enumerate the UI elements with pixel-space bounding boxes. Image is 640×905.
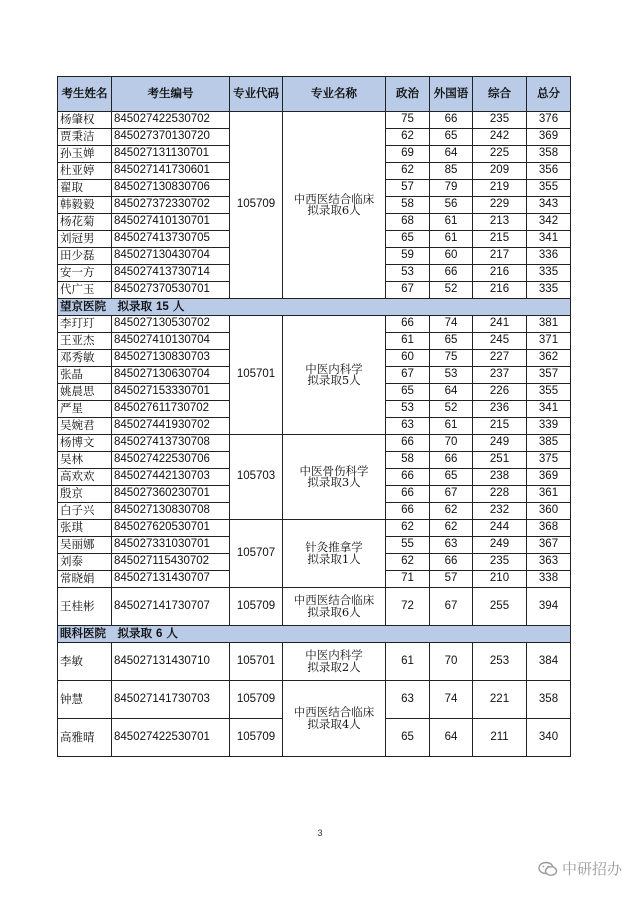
major-name-cell bbox=[283, 681, 386, 757]
score-comprehensive: 227 bbox=[473, 350, 527, 367]
candidate-id: 845027115430702 bbox=[112, 554, 230, 571]
table-row bbox=[58, 643, 571, 681]
score-total: 355 bbox=[527, 180, 571, 197]
col-header-id: 考生编号 bbox=[112, 77, 230, 112]
major-name: 中西医结合临床 bbox=[293, 593, 375, 607]
score-foreign-language: 74 bbox=[430, 316, 473, 333]
page-number: 3 bbox=[317, 828, 323, 838]
score-total: 357 bbox=[527, 367, 571, 384]
candidate-name: 刘泰 bbox=[58, 554, 112, 571]
score-politics: 75 bbox=[386, 112, 430, 129]
major-name: 中医骨伤科学 bbox=[299, 463, 369, 478]
score-total: 381 bbox=[527, 316, 571, 333]
score-total: 375 bbox=[527, 452, 571, 469]
candidate-name: 王亚杰 bbox=[58, 333, 112, 350]
score-total: 356 bbox=[527, 163, 571, 180]
candidate-name: 杨花菊 bbox=[58, 214, 112, 231]
score-politics: 67 bbox=[386, 367, 430, 384]
candidate-id: 845027141730601 bbox=[112, 163, 230, 180]
score-politics: 66 bbox=[386, 435, 430, 452]
watermark bbox=[538, 858, 622, 879]
section-header-row bbox=[58, 626, 571, 643]
wechat-logo-icon bbox=[538, 861, 558, 877]
score-politics: 53 bbox=[386, 265, 430, 282]
score-comprehensive: 249 bbox=[473, 537, 527, 554]
score-politics: 63 bbox=[386, 681, 430, 719]
score-comprehensive: 235 bbox=[473, 112, 527, 129]
score-foreign-language: 64 bbox=[430, 384, 473, 401]
major-name-cell bbox=[283, 112, 386, 299]
major-quota: 拟录取6人 bbox=[307, 203, 361, 217]
score-politics: 66 bbox=[386, 503, 430, 520]
score-total: 367 bbox=[527, 537, 571, 554]
section-quota-unit: 人 bbox=[168, 298, 185, 313]
candidate-name: 张晶 bbox=[58, 367, 112, 384]
candidate-name: 王桂彬 bbox=[58, 588, 112, 626]
candidate-id: 845027410130701 bbox=[112, 214, 230, 231]
major-name: 中医内科学 bbox=[305, 361, 363, 376]
major-quota: 拟录取3人 bbox=[307, 475, 361, 489]
major-code: 105707 bbox=[230, 520, 283, 588]
score-foreign-language: 85 bbox=[430, 163, 473, 180]
score-comprehensive: 225 bbox=[473, 146, 527, 163]
score-foreign-language: 52 bbox=[430, 282, 473, 299]
major-name-cell bbox=[283, 588, 386, 626]
score-comprehensive: 211 bbox=[473, 719, 527, 757]
score-foreign-language: 70 bbox=[430, 643, 473, 681]
score-comprehensive: 226 bbox=[473, 384, 527, 401]
candidate-id: 845027442130703 bbox=[112, 469, 230, 486]
table-row bbox=[58, 520, 571, 537]
score-comprehensive: 215 bbox=[473, 418, 527, 435]
score-politics: 61 bbox=[386, 333, 430, 350]
score-foreign-language: 53 bbox=[430, 367, 473, 384]
table-body bbox=[58, 112, 571, 757]
score-total: 394 bbox=[527, 588, 571, 626]
major-quota: 拟录取6人 bbox=[307, 604, 361, 619]
major-code: 105703 bbox=[230, 435, 283, 520]
major-code: 105709 bbox=[230, 681, 283, 719]
candidate-name: 杨肇权 bbox=[58, 112, 112, 129]
score-total: 362 bbox=[527, 350, 571, 367]
score-foreign-language: 67 bbox=[430, 588, 473, 626]
score-foreign-language: 66 bbox=[430, 265, 473, 282]
score-total: 339 bbox=[527, 418, 571, 435]
major-name: 针灸推拿学 bbox=[305, 540, 363, 554]
candidate-id: 845027130830703 bbox=[112, 350, 230, 367]
candidate-name: 高雅晴 bbox=[58, 719, 112, 757]
score-comprehensive: 210 bbox=[473, 571, 527, 588]
score-foreign-language: 79 bbox=[430, 180, 473, 197]
major-name-cell bbox=[283, 435, 386, 520]
score-politics: 65 bbox=[386, 384, 430, 401]
score-foreign-language: 52 bbox=[430, 401, 473, 418]
score-comprehensive: 253 bbox=[473, 643, 527, 681]
candidate-name: 韩毅毅 bbox=[58, 197, 112, 214]
score-comprehensive: 244 bbox=[473, 520, 527, 537]
candidate-id: 845027331030701 bbox=[112, 537, 230, 554]
score-comprehensive: 228 bbox=[473, 486, 527, 503]
major-name: 中西医结合临床 bbox=[293, 705, 375, 719]
score-foreign-language: 61 bbox=[430, 231, 473, 248]
candidate-id: 845027441930702 bbox=[112, 418, 230, 435]
score-politics: 62 bbox=[386, 520, 430, 537]
major-name-cell bbox=[283, 316, 386, 435]
score-politics: 60 bbox=[386, 350, 430, 367]
score-politics: 68 bbox=[386, 214, 430, 231]
score-politics: 53 bbox=[386, 401, 430, 418]
candidate-id: 845027413730705 bbox=[112, 231, 230, 248]
major-name-cell bbox=[283, 520, 386, 588]
score-foreign-language: 66 bbox=[430, 452, 473, 469]
score-politics: 69 bbox=[386, 146, 430, 163]
candidate-name: 杜亚婷 bbox=[58, 163, 112, 180]
score-total: 341 bbox=[527, 401, 571, 418]
candidate-id: 845027360230701 bbox=[112, 486, 230, 503]
section-hospital-name: 眼科医院 bbox=[60, 625, 106, 640]
section-quota-label: 拟录取 bbox=[117, 298, 157, 313]
major-name-cell bbox=[283, 643, 386, 681]
score-total: 342 bbox=[527, 214, 571, 231]
candidate-id: 845027422530702 bbox=[112, 112, 230, 129]
candidate-name: 白子兴 bbox=[58, 503, 112, 520]
score-politics: 58 bbox=[386, 197, 430, 214]
section-header-row bbox=[58, 299, 571, 316]
score-total: 341 bbox=[527, 231, 571, 248]
section-quota-unit: 人 bbox=[162, 625, 178, 640]
candidate-name: 安一方 bbox=[58, 265, 112, 282]
candidate-id: 845027131130701 bbox=[112, 146, 230, 163]
score-foreign-language: 63 bbox=[430, 537, 473, 554]
candidate-name: 吴林 bbox=[58, 452, 112, 469]
score-total: 335 bbox=[527, 282, 571, 299]
score-comprehensive: 217 bbox=[473, 248, 527, 265]
major-quota: 拟录取5人 bbox=[307, 373, 361, 387]
score-comprehensive: 219 bbox=[473, 180, 527, 197]
candidate-id: 845027153330701 bbox=[112, 384, 230, 401]
score-politics: 62 bbox=[386, 129, 430, 146]
score-politics: 62 bbox=[386, 163, 430, 180]
table-row bbox=[58, 588, 571, 626]
score-comprehensive: 235 bbox=[473, 554, 527, 571]
major-code: 105701 bbox=[230, 643, 283, 681]
candidate-id: 845027413730714 bbox=[112, 265, 230, 282]
score-politics: 61 bbox=[386, 643, 430, 681]
score-total: 343 bbox=[527, 197, 571, 214]
score-foreign-language: 61 bbox=[430, 214, 473, 231]
score-politics: 59 bbox=[386, 248, 430, 265]
score-foreign-language: 74 bbox=[430, 681, 473, 719]
candidate-id: 845027620530701 bbox=[112, 520, 230, 537]
score-foreign-language: 66 bbox=[430, 112, 473, 129]
candidate-id: 845027372330702 bbox=[112, 197, 230, 214]
major-code: 105701 bbox=[230, 316, 283, 435]
candidate-id: 845027370130720 bbox=[112, 129, 230, 146]
candidate-id: 845027141730703 bbox=[112, 681, 230, 719]
score-comprehensive: 213 bbox=[473, 214, 527, 231]
score-foreign-language: 62 bbox=[430, 520, 473, 537]
score-comprehensive: 237 bbox=[473, 367, 527, 384]
admission-table bbox=[57, 76, 571, 757]
score-foreign-language: 57 bbox=[430, 571, 473, 588]
score-politics: 65 bbox=[386, 231, 430, 248]
score-total: 336 bbox=[527, 248, 571, 265]
col-header-foreign: 外国语 bbox=[430, 77, 473, 112]
candidate-id: 845027410130704 bbox=[112, 333, 230, 350]
section-quota-count: 6 bbox=[156, 627, 163, 640]
score-total: 335 bbox=[527, 265, 571, 282]
candidate-name: 代广玉 bbox=[58, 282, 112, 299]
score-foreign-language: 67 bbox=[430, 486, 473, 503]
candidate-name: 高欢欢 bbox=[58, 469, 112, 486]
header-row bbox=[58, 77, 571, 112]
score-foreign-language: 65 bbox=[430, 469, 473, 486]
score-total: 369 bbox=[527, 469, 571, 486]
section-header bbox=[58, 626, 571, 643]
score-foreign-language: 64 bbox=[430, 146, 473, 163]
score-total: 360 bbox=[527, 503, 571, 520]
major-quota: 拟录取4人 bbox=[307, 716, 361, 731]
score-comprehensive: 241 bbox=[473, 316, 527, 333]
score-comprehensive: 209 bbox=[473, 163, 527, 180]
candidate-name: 严星 bbox=[58, 401, 112, 418]
score-total: 340 bbox=[527, 719, 571, 757]
score-politics: 71 bbox=[386, 571, 430, 588]
score-foreign-language: 65 bbox=[430, 129, 473, 146]
score-foreign-language: 64 bbox=[430, 719, 473, 757]
candidate-id: 845027131430707 bbox=[112, 571, 230, 588]
candidate-id: 845027130630704 bbox=[112, 367, 230, 384]
score-foreign-language: 70 bbox=[430, 435, 473, 452]
candidate-id: 845027422530706 bbox=[112, 452, 230, 469]
score-foreign-language: 62 bbox=[430, 503, 473, 520]
score-politics: 66 bbox=[386, 469, 430, 486]
score-comprehensive: 232 bbox=[473, 503, 527, 520]
candidate-name: 吴婉君 bbox=[58, 418, 112, 435]
score-politics: 66 bbox=[386, 486, 430, 503]
major-code: 105709 bbox=[230, 719, 283, 757]
col-header-politics: 政治 bbox=[386, 77, 430, 112]
score-foreign-language: 61 bbox=[430, 418, 473, 435]
score-total: 338 bbox=[527, 571, 571, 588]
section-quota-label: 拟录取 bbox=[117, 625, 157, 640]
major-code: 105709 bbox=[230, 588, 283, 626]
col-header-comprehensive: 综合 bbox=[473, 77, 527, 112]
major-name: 中西医结合临床 bbox=[293, 191, 375, 206]
score-foreign-language: 60 bbox=[430, 248, 473, 265]
score-politics: 65 bbox=[386, 719, 430, 757]
score-comprehensive: 221 bbox=[473, 681, 527, 719]
candidate-name: 李敏 bbox=[58, 643, 112, 681]
major-quota: 拟录取1人 bbox=[307, 551, 361, 566]
score-comprehensive: 245 bbox=[473, 333, 527, 350]
candidate-name: 田少磊 bbox=[58, 248, 112, 265]
score-total: 376 bbox=[527, 112, 571, 129]
score-total: 385 bbox=[527, 435, 571, 452]
candidate-name: 钟慧 bbox=[58, 681, 112, 719]
candidate-id: 845027130530702 bbox=[112, 316, 230, 333]
candidate-id: 845027422530701 bbox=[112, 719, 230, 757]
score-comprehensive: 249 bbox=[473, 435, 527, 452]
candidate-name: 邓秀敏 bbox=[58, 350, 112, 367]
candidate-name: 刘冠男 bbox=[58, 231, 112, 248]
score-comprehensive: 236 bbox=[473, 401, 527, 418]
candidate-name: 孙玉婵 bbox=[58, 146, 112, 163]
score-politics: 55 bbox=[386, 537, 430, 554]
score-comprehensive: 215 bbox=[473, 231, 527, 248]
score-total: 363 bbox=[527, 554, 571, 571]
score-total: 355 bbox=[527, 384, 571, 401]
score-comprehensive: 255 bbox=[473, 588, 527, 626]
score-total: 384 bbox=[527, 643, 571, 681]
score-foreign-language: 56 bbox=[430, 197, 473, 214]
col-header-major: 专业名称 bbox=[283, 77, 386, 112]
candidate-name: 常晓娟 bbox=[58, 571, 112, 588]
score-total: 369 bbox=[527, 129, 571, 146]
score-comprehensive: 242 bbox=[473, 129, 527, 146]
table-row bbox=[58, 316, 571, 333]
candidate-id: 845027131430710 bbox=[112, 643, 230, 681]
candidate-id: 845027370530701 bbox=[112, 282, 230, 299]
table-row bbox=[58, 435, 571, 452]
score-total: 368 bbox=[527, 520, 571, 537]
section-hospital-name: 望京医院 bbox=[60, 298, 106, 313]
score-foreign-language: 66 bbox=[430, 554, 473, 571]
score-politics: 63 bbox=[386, 418, 430, 435]
candidate-name: 姚晨思 bbox=[58, 384, 112, 401]
candidate-name: 翟取 bbox=[58, 180, 112, 197]
score-comprehensive: 238 bbox=[473, 469, 527, 486]
score-total: 361 bbox=[527, 486, 571, 503]
score-comprehensive: 216 bbox=[473, 282, 527, 299]
section-header bbox=[58, 299, 571, 316]
candidate-name: 殷京 bbox=[58, 486, 112, 503]
score-foreign-language: 75 bbox=[430, 350, 473, 367]
score-politics: 58 bbox=[386, 452, 430, 469]
score-total: 371 bbox=[527, 333, 571, 350]
candidate-name: 杨博文 bbox=[58, 435, 112, 452]
candidate-id: 845027413730708 bbox=[112, 435, 230, 452]
table-row bbox=[58, 681, 571, 719]
major-quota: 拟录取2人 bbox=[307, 659, 361, 674]
score-total: 358 bbox=[527, 681, 571, 719]
score-total: 358 bbox=[527, 146, 571, 163]
candidate-id: 845027130830708 bbox=[112, 503, 230, 520]
candidate-id: 845027130430704 bbox=[112, 248, 230, 265]
score-politics: 72 bbox=[386, 588, 430, 626]
score-comprehensive: 229 bbox=[473, 197, 527, 214]
candidate-id: 845027130830706 bbox=[112, 180, 230, 197]
candidate-name: 张琪 bbox=[58, 520, 112, 537]
table-row bbox=[58, 112, 571, 129]
col-header-code: 专业代码 bbox=[230, 77, 283, 112]
score-comprehensive: 251 bbox=[473, 452, 527, 469]
col-header-name: 考生姓名 bbox=[58, 77, 112, 112]
candidate-name: 贾秉洁 bbox=[58, 129, 112, 146]
candidate-name: 李玎玎 bbox=[58, 316, 112, 333]
col-header-total: 总分 bbox=[527, 77, 571, 112]
section-quota-count: 15 bbox=[156, 300, 169, 313]
score-politics: 66 bbox=[386, 316, 430, 333]
candidate-id: 845027141730707 bbox=[112, 588, 230, 626]
score-politics: 67 bbox=[386, 282, 430, 299]
watermark-text: 中研招办 bbox=[561, 860, 622, 878]
major-code: 105709 bbox=[230, 112, 283, 299]
score-foreign-language: 65 bbox=[430, 333, 473, 350]
score-politics: 62 bbox=[386, 554, 430, 571]
score-comprehensive: 216 bbox=[473, 265, 527, 282]
major-name: 中医内科学 bbox=[305, 648, 363, 662]
candidate-name: 吴丽娜 bbox=[58, 537, 112, 554]
score-politics: 57 bbox=[386, 180, 430, 197]
candidate-id: 845027611730702 bbox=[112, 401, 230, 418]
